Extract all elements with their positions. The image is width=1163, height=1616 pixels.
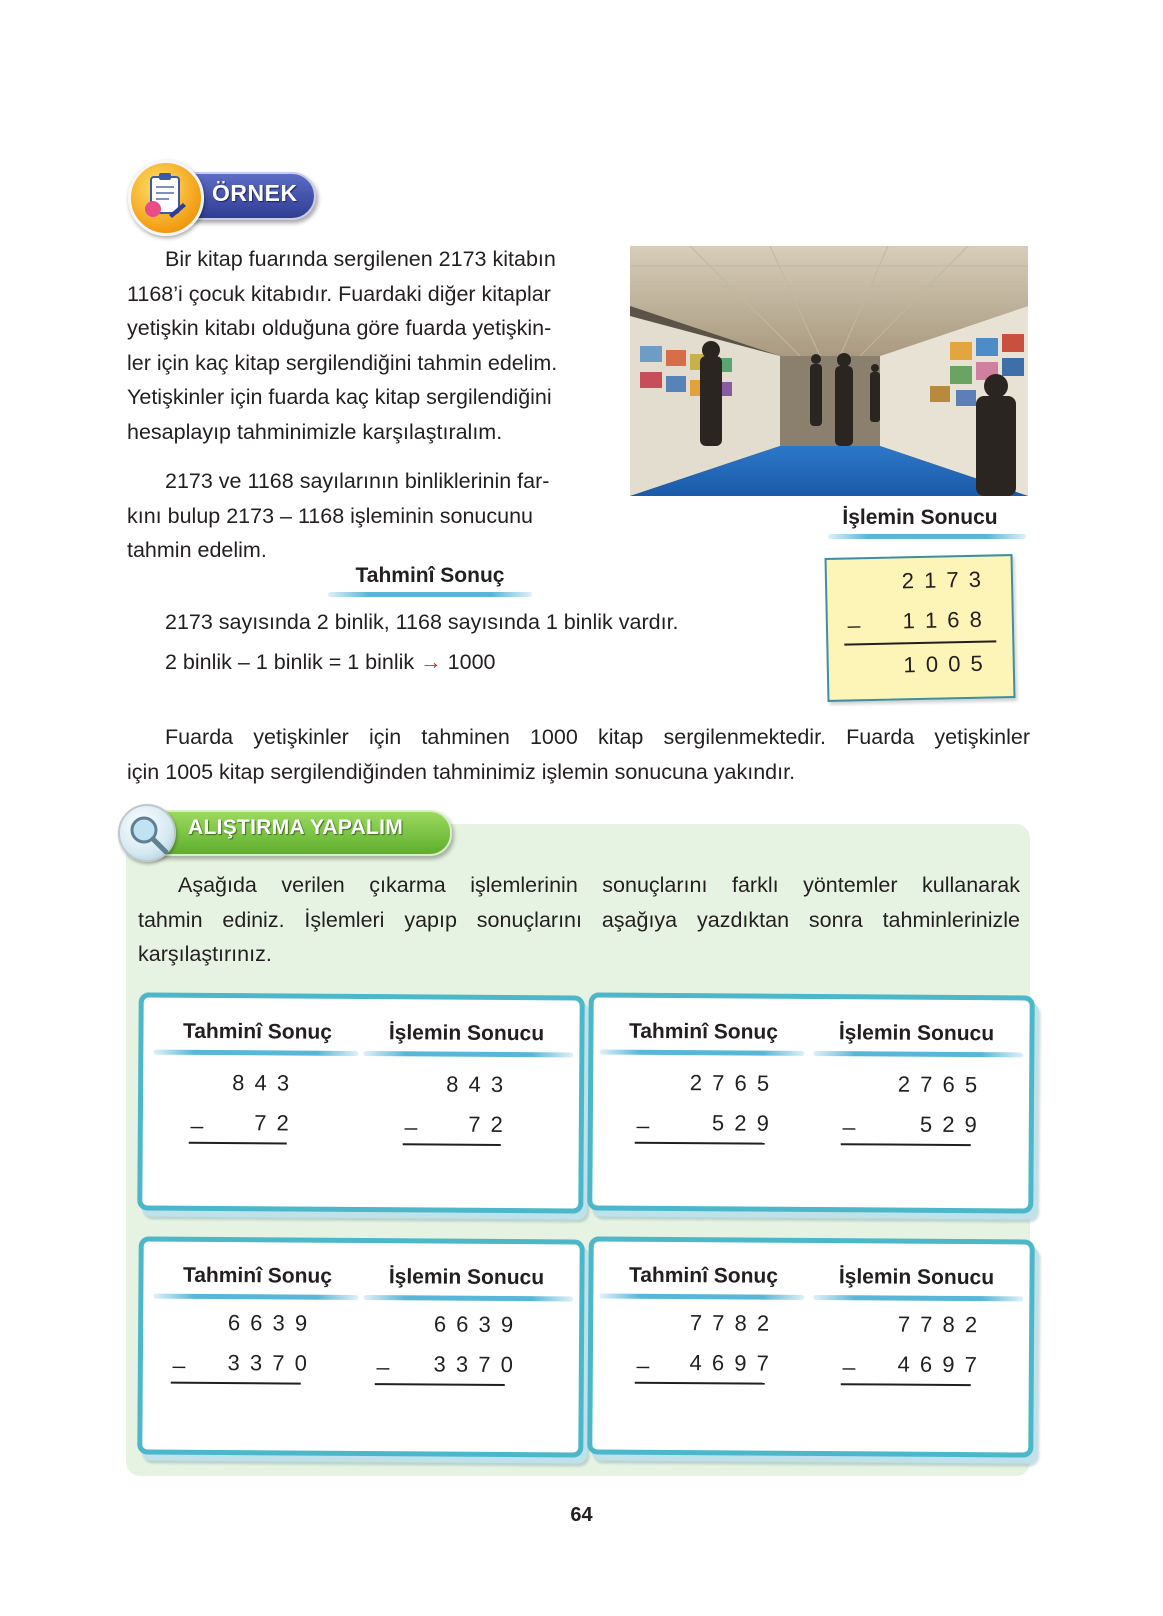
result-sticky-note: [825, 554, 1016, 702]
minuend[interactable]: 7 7 8 2: [897, 1311, 978, 1338]
example-paragraph-1: [127, 242, 607, 449]
minus-sign: _: [404, 1105, 418, 1131]
difference: 1 0 0 5: [903, 650, 984, 678]
estimate-column-heading: Tahminî Sonuç: [182, 1019, 333, 1044]
book-fair-photo: [630, 246, 1028, 496]
heading-underline: [813, 1295, 1023, 1301]
subtrahend[interactable]: 7 2: [468, 1111, 503, 1137]
estimate-column-heading: Tahminî Sonuç: [628, 1263, 779, 1288]
text-line: kını bulup 2173 – 1168 işleminin sonucunu: [127, 503, 534, 528]
text-line: için 1005 kitap sergilendiğinden tahminimiz işlemin sonucuna yakındır.: [127, 759, 796, 784]
answer-rule: [841, 1143, 971, 1146]
minus-sign: _: [842, 1105, 856, 1131]
answer-rule: [403, 1143, 501, 1146]
example-badge-label: ÖRNEK: [212, 180, 298, 206]
heading-underline: [599, 1294, 804, 1300]
result-column-heading: İşlemin Sonucu: [838, 1265, 995, 1290]
text-line: Bir kitap fuarında sergilenen 2173 kitabın: [165, 247, 556, 271]
result-rule: [844, 640, 996, 645]
minuend[interactable]: 8 4 3: [446, 1071, 504, 1097]
subtrahend: 1 1 6 8: [902, 606, 983, 634]
result-column-heading: İşlemin Sonucu: [388, 1021, 545, 1046]
text-line: tahmin edelim.: [127, 538, 267, 562]
practice-badge: [118, 804, 458, 864]
result-column-heading: İşlemin Sonucu: [838, 1021, 995, 1046]
text-line: yetişkin kitabı olduğuna göre fuarda yetişkin-: [127, 316, 552, 340]
result-column-heading: İşlemin Sonucu: [388, 1265, 545, 1290]
estimate-column-heading: Tahminî Sonuç: [628, 1019, 779, 1044]
text-line: karşılaştırınız.: [138, 942, 272, 966]
subtrahend[interactable]: 5 2 9: [919, 1111, 977, 1138]
subtrahend[interactable]: 3 3 7 0: [433, 1351, 513, 1378]
subtrahend[interactable]: 7 2: [254, 1110, 289, 1136]
estimate-line-1: 2173 sayısında 2 binlik, 1168 sayısında 1 binlik vardır.: [165, 610, 679, 634]
text-line: 1168’i çocuk kitabıdır. Fuardaki diğer kitaplar: [127, 281, 551, 306]
subtrahend[interactable]: 5 2 9: [711, 1110, 769, 1136]
heading-underline: [599, 1050, 804, 1056]
answer-rule: [635, 1142, 765, 1145]
exercise-card: [587, 992, 1035, 1213]
heading-underline: [153, 1294, 358, 1300]
minus-sign: _: [376, 1345, 390, 1371]
answer-rule: [189, 1142, 287, 1145]
exercise-card: [137, 1236, 585, 1457]
minuend[interactable]: 2 7 6 5: [897, 1071, 978, 1098]
arrow-right-icon: →: [420, 650, 442, 674]
estimate-expression: 2 binlik – 1 binlik = 1 binlik: [165, 650, 415, 674]
answer-rule: [375, 1383, 505, 1386]
subtrahend[interactable]: 3 3 7 0: [227, 1350, 307, 1376]
heading-underline: [153, 1050, 358, 1056]
subtrahend[interactable]: 4 6 9 7: [897, 1351, 977, 1378]
magnifier-icon: [118, 804, 176, 862]
minus-sign: _: [636, 1103, 650, 1129]
subtrahend[interactable]: 4 6 9 7: [689, 1350, 769, 1376]
text-line: Aşağıda verilen çıkarma işlemlerinin sonuçlarını farklı yöntemler kullanarak: [178, 873, 1020, 897]
estimate-column-heading: Tahminî Sonuç: [182, 1263, 333, 1288]
estimate-heading-underline: [328, 592, 532, 597]
minus-sign: _: [847, 603, 861, 629]
text-line: hesaplayıp tahminimizle karşılaştıralım.: [127, 419, 503, 444]
text-line: ler için kaç kitap sergilendiğini tahmin edelim.: [127, 350, 558, 375]
answer-rule: [171, 1382, 301, 1385]
minuend[interactable]: 2 7 6 5: [689, 1070, 770, 1096]
minus-sign: _: [636, 1343, 650, 1369]
heading-underline: [813, 1051, 1023, 1057]
minus-sign: _: [172, 1343, 186, 1369]
text-line: 2173 ve 1168 sayılarının binliklerinin far-: [165, 469, 550, 493]
minuend[interactable]: 6 6 3 9: [433, 1311, 514, 1338]
conclusion-paragraph: [127, 720, 1030, 789]
minuend: 2 1 7 3: [901, 566, 982, 594]
exercise-card: [587, 1236, 1035, 1457]
page-number: 64: [570, 1504, 593, 1526]
answer-rule: [841, 1383, 971, 1386]
text-line: Fuarda yetişkinler için tahminen 1000 kitap sergilenmektedir. Fuarda yetişkinler: [165, 725, 1030, 749]
estimate-heading: Tahminî Sonuç: [355, 564, 505, 587]
minuend[interactable]: 6 6 3 9: [227, 1310, 308, 1336]
estimate-value: 1000: [447, 650, 496, 674]
answer-rule: [635, 1382, 765, 1385]
minuend[interactable]: 8 4 3: [232, 1070, 290, 1096]
text-line: tahmin ediniz. İşlemleri yapıp sonuçlarını aşağıya yazdıktan sonra tahminlerinizle: [138, 907, 1020, 932]
text-line: Yetişkinler için fuarda kaç kitap sergilendiğini: [127, 385, 552, 409]
result-heading: İşlemin Sonucu: [842, 506, 998, 529]
example-badge: [128, 160, 318, 232]
heading-underline: [363, 1295, 573, 1301]
exercise-card: [137, 992, 585, 1213]
minus-sign: _: [842, 1345, 856, 1371]
practice-badge-label: ALIŞTIRMA YAPALIM: [188, 816, 404, 839]
result-heading-underline: [828, 534, 1026, 539]
practice-instructions: [138, 868, 1020, 972]
example-paragraph-2: [127, 464, 607, 568]
clipboard-icon: [128, 160, 204, 236]
minuend[interactable]: 7 7 8 2: [689, 1310, 770, 1336]
heading-underline: [363, 1051, 573, 1057]
estimate-line-2: [165, 645, 496, 680]
minus-sign: _: [190, 1103, 204, 1129]
